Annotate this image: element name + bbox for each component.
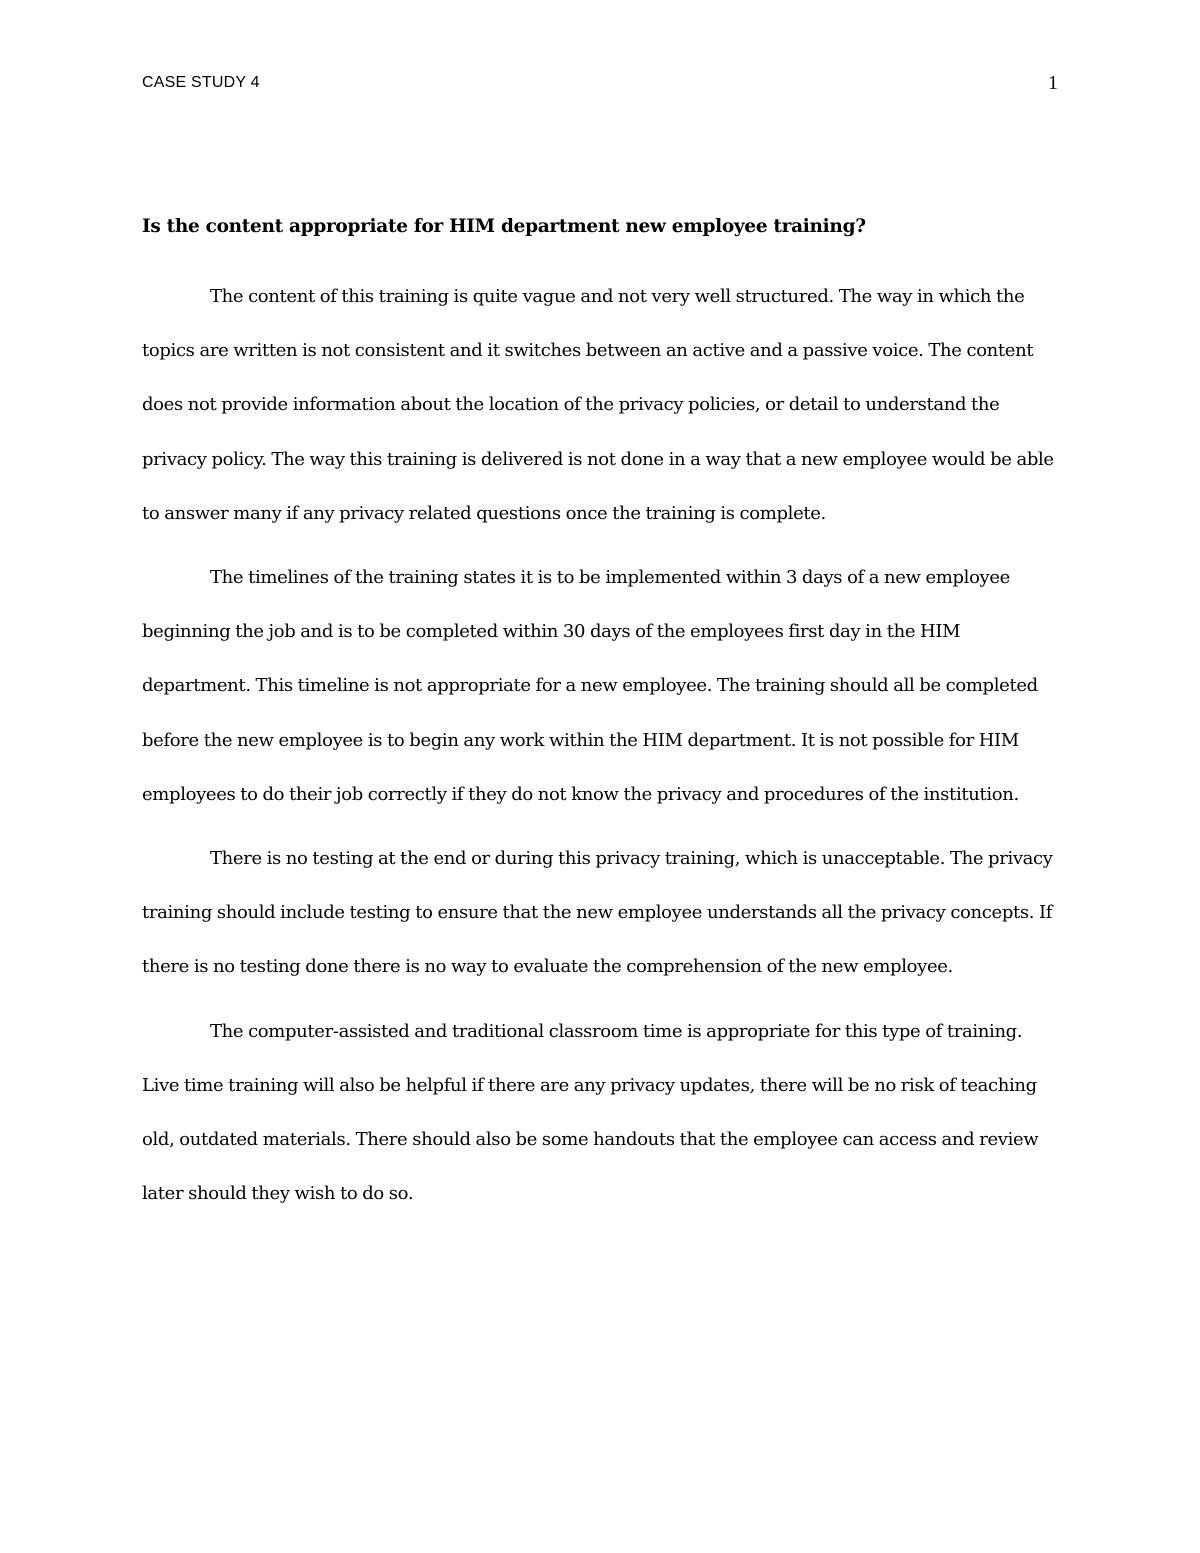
paragraph-delivery-methods: The computer-assisted and traditional classroom time is appropriate for this type of training. Live time training will also be helpful if there are any privacy updates, there will be no risk of teaching old, outdated materials. There should also be some handouts that the employee can access and review later should they wish to do so. [142, 1020, 1039, 1205]
page-number: 1 [1048, 72, 1058, 94]
section-heading: Is the content appropriate for HIM department new employee training? [142, 216, 866, 237]
paragraph-content-critique: The content of this training is quite vague and not very well structured. The way in which the topics are written is not consistent and it switches between an active and a passive voice. The content does not provide information about the location of the privacy policies, or detail to understand the privacy policy. The way this training is delivered is not done in a way that a new employee would be able to answer many if any privacy related questions once the training is complete. [142, 286, 1054, 524]
document-body [142, 212, 1058, 1231]
running-head: CASE STUDY 4 [142, 74, 260, 91]
paragraph-timelines: The timelines of the training states it is to be implemented within 3 days of a new employee beginning the job and is to be completed within 30 days of the employees first day in the HIM department. This timeline is not appropriate for a new employee. The training should all be completed before the new employee is to begin any work within the HIM department. It is not possible for HIM employees to do their job correctly if they do not know the privacy and procedures of the institution. [142, 567, 1038, 805]
paragraph-testing: There is no testing at the end or during this privacy training, which is unacceptable. The privacy training should include testing to ensure that the new employee understands all the privacy concepts. If there is no testing done there is no way to evaluate the comprehension of the new employee. [142, 848, 1053, 978]
